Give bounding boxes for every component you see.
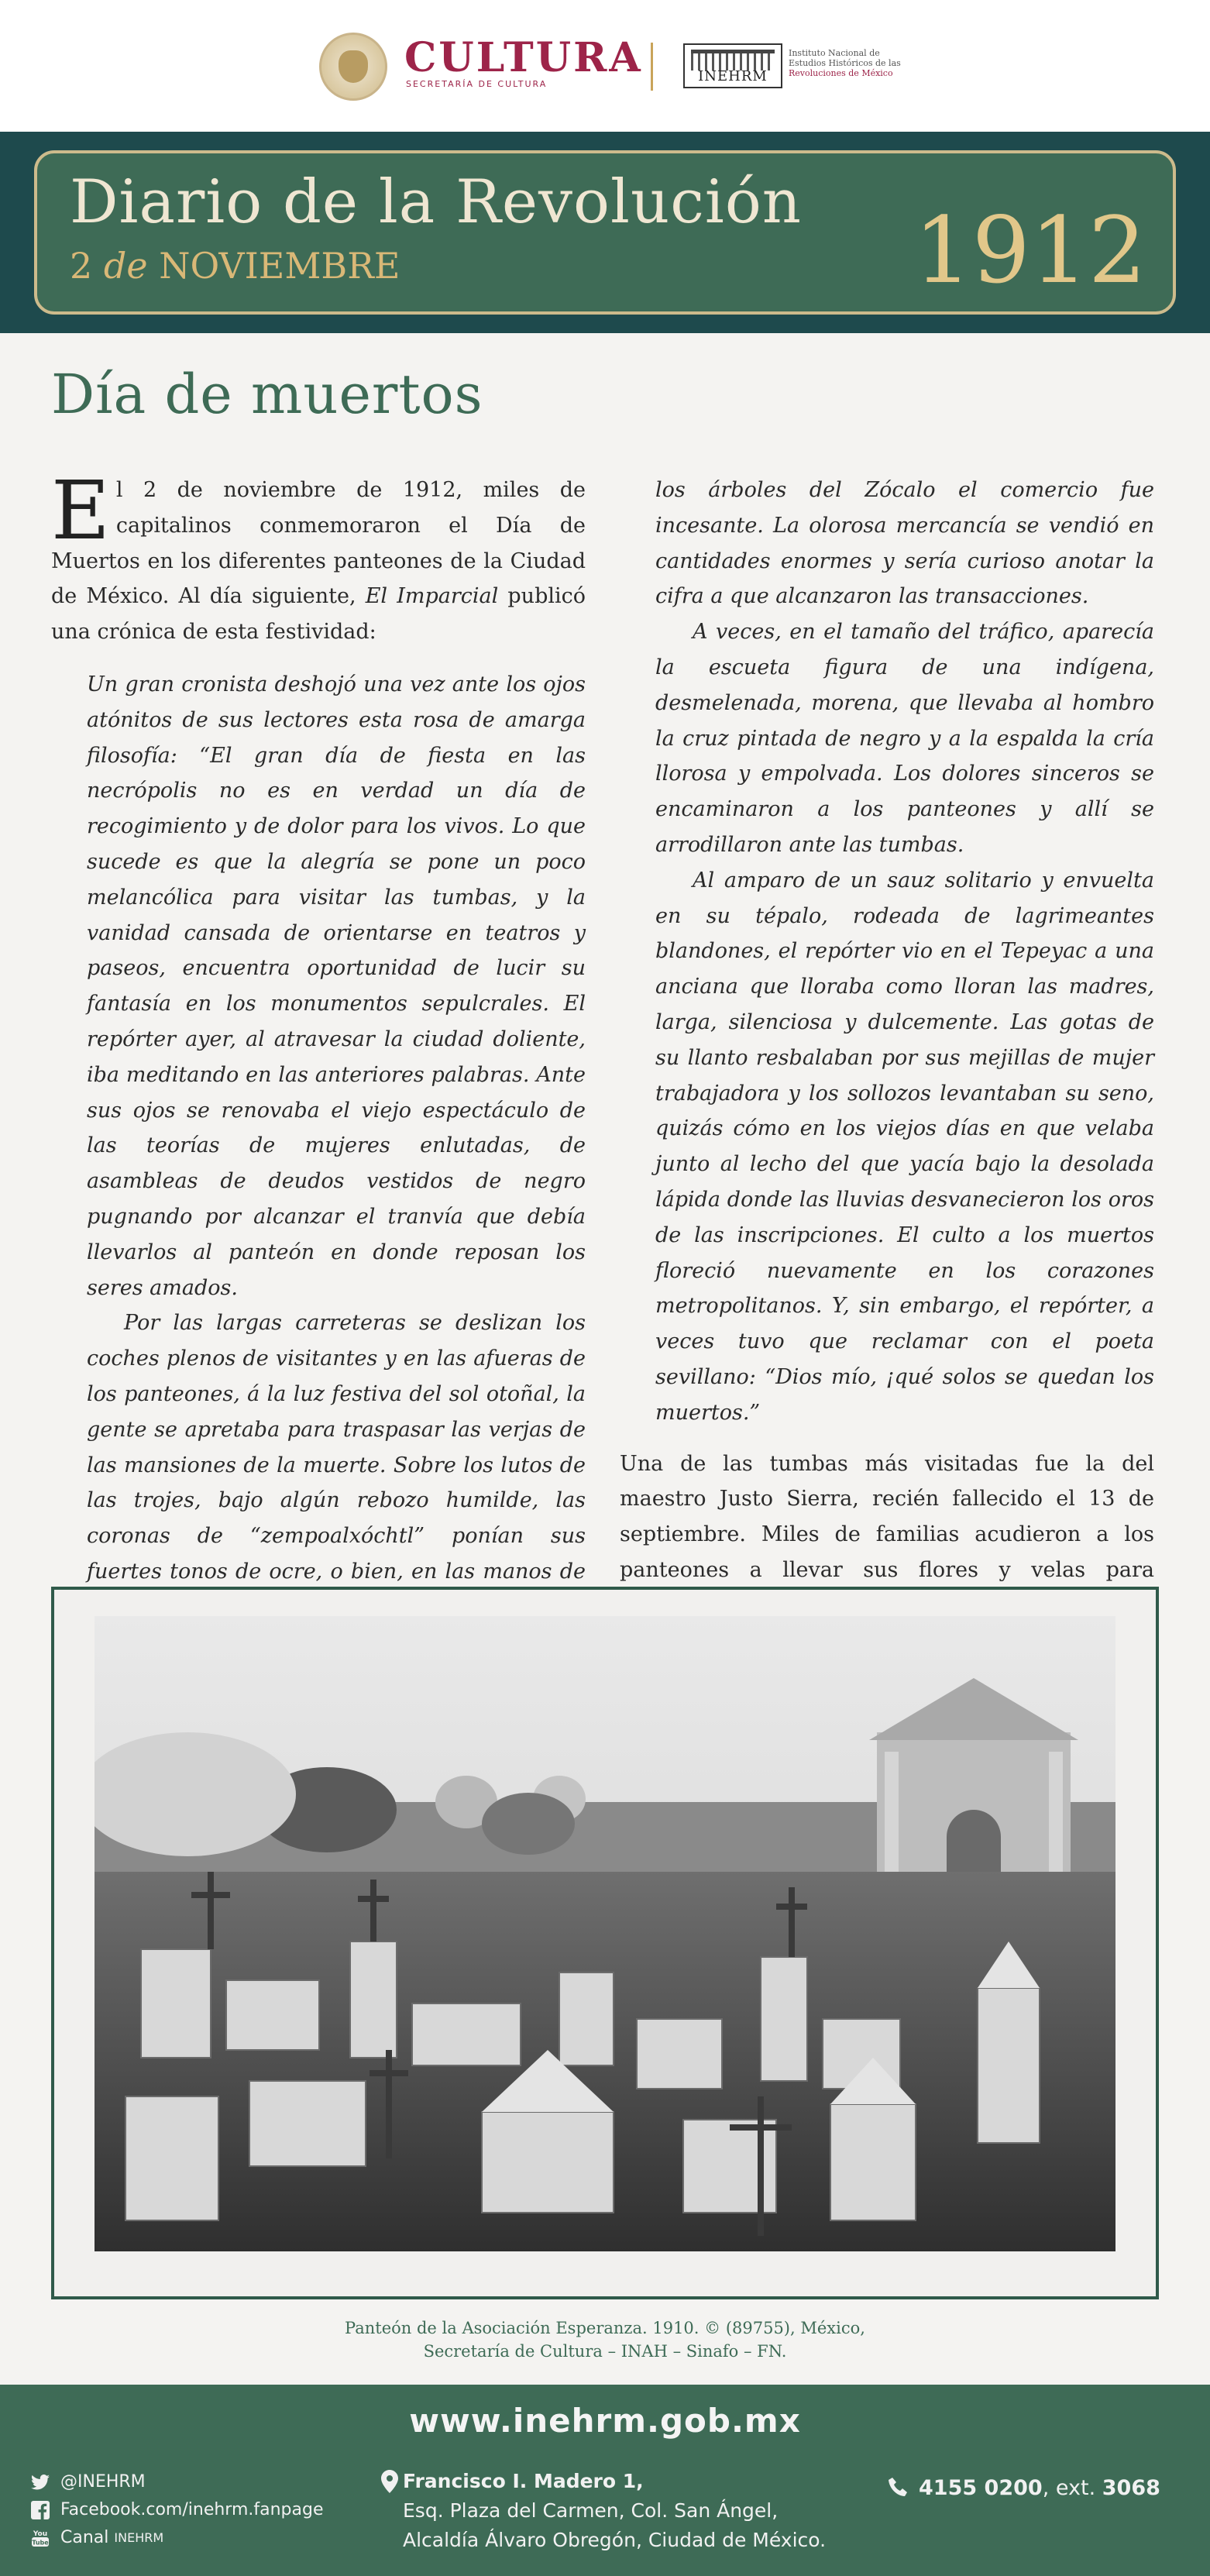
youtube-icon [31, 2529, 50, 2547]
closing-paragraph: Una de las tumbas más visitadas fue la del maestro Justo Sierra, recién fallecido el 13 de septiembre. Miles de familias acudieron a los panteones a llevar sus flores y velas para [620, 1451, 1154, 1582]
quote-paragraph-1: Un gran cronista deshojó una vez ante los ojos atónitos de sus lectores esta rosa de amarga filosofía: “El gran día de fiesta en las necrópolis no es en verdad un día de recogimiento y de dolor para los vivos. Lo que sucede es que la alegría se pone un poco melancólica para visitar las tumbas, y la vanidad cansada de orientarse en teatros y paseos, encuentra oportunidad de lucir su fantasía en los monumentos sepulcrales. El repórter ayer, al atravesar la ciudad doliente, iba meditando en las anteriores palabras. Ante sus ojos se renovaba el viejo espectáculo de las teorías de mujeres enlutadas, de asambleas de deudos vestidos de negro pugnando por alcanzar el tranvía que debía llevarlos al panteón en donde reposan los seres amados. [87, 672, 586, 1300]
phone-ext: 3068 [1102, 2476, 1160, 2500]
building-icon [691, 50, 775, 71]
inehrm-desc-line-2: Estudios Históricos de las [789, 58, 901, 68]
photo-frame [51, 1587, 1159, 2299]
cultura-logo-text: CULTURA [404, 34, 643, 81]
website-link[interactable]: www.inehrm.gob.mx [409, 2402, 801, 2440]
address-line-3: Alcaldía Álvaro Obregón, Ciudad de México. [403, 2529, 827, 2551]
inehrm-logo [683, 43, 782, 88]
social-links [31, 2468, 324, 2552]
address-street: Francisco I. Madero 1, [403, 2470, 644, 2492]
quote-paragraph-2: Por las largas carreteras se deslizan los coches plenos de visitantes y en las afueras de los panteones, á la luz festiva del sol otoñal, la gente se apretaba para traspasar las verjas de las mansiones de la muerte. Sobre los lutos de las trojes, bajo algún rebozo humilde, las coronas de “zempoalxóchtl” ponían sus fuertes tonos de ocre, o bien, en las manos de [87, 1311, 586, 1584]
inehrm-desc-line-1: Instituto Nacional de [789, 48, 880, 58]
phone-icon [888, 2476, 909, 2499]
footer [0, 2385, 1210, 2576]
inehrm-logo-text: INEHRM [698, 68, 768, 84]
date-de: de [103, 245, 148, 287]
cemetery-photo [95, 1616, 1115, 2251]
logo-divider [651, 43, 653, 91]
article-intro [51, 463, 586, 650]
phone-number: 4155 0200 [919, 2476, 1043, 2500]
twitter-link[interactable] [31, 2468, 324, 2496]
address [403, 2467, 826, 2555]
quote-paragraph-2-continued: los árboles del Zócalo el comercio fue incesante. La olorosa mercancía se vendió en cantidades enormes y sería curioso anotar la cifra a que alcanzaron las transacciones. [655, 478, 1154, 609]
date-month: NOVIEMBRE [159, 245, 400, 287]
article-column-right [620, 473, 1154, 1659]
phone[interactable] [919, 2476, 1160, 2500]
photo-caption [0, 2316, 1210, 2363]
facebook-link[interactable] [31, 2496, 324, 2524]
caption-line-2: Secretaría de Cultura – INAH – Sinafo – FN. [423, 2342, 787, 2361]
inehrm-desc-line-3: Revoluciones de México [789, 68, 893, 78]
inehrm-logo-description [789, 48, 920, 78]
svg-text:You: You [33, 2530, 48, 2538]
newspaper-name: El Imparcial [365, 584, 499, 609]
intro-text: l 2 de noviembre de 1912, miles de capitalinos conmemoraron el Día de Muertos en los diferentes panteones de la Ciudad de México. Al día siguiente, [51, 478, 586, 609]
article-title: Día de muertos [51, 363, 483, 426]
header-year: 1912 [913, 197, 1146, 304]
svg-text:Tube: Tube [32, 2539, 49, 2547]
caption-line-1: Panteón de la Asociación Esperanza. 1910. © (89755), México, [345, 2319, 865, 2337]
quote-paragraph-3: A veces, en el tamaño del tráfico, aparecía la escueta figura de una indígena, desmelenada, morena, que llevaba al hombro la cruz pintada de negro y a la espalda la cría llorosa y empolvada. Los dolores sinceros se encaminaron a los panteones y allí se arrodillaron ante las tumbas. [655, 620, 1154, 857]
intro-end: publicó una crónica de esta festividad: [51, 584, 586, 645]
location-pin-icon [381, 2470, 398, 2493]
facebook-url: Facebook.com/inehrm.fanpage [60, 2500, 324, 2519]
header-date [70, 245, 400, 287]
phone-ext-label: , ext. [1042, 2476, 1096, 2500]
youtube-link[interactable] [31, 2524, 324, 2552]
date-day: 2 [70, 245, 93, 287]
dropcap: E [51, 463, 110, 558]
twitter-handle: @INEHRM [60, 2472, 146, 2492]
article-column-left [51, 463, 586, 1732]
quote-paragraph-4: Al amparo de un sauz solitario y envuelta en su tépalo, rodeada de lagrimeantes blandones, el repórter vio en el Tepeyac a una anciana que lloraba como lloran las madres, larga, silenciosa y dulcemente. Las gotas de su llanto resbalaban por sus mejillas de mujer trabajadora y los sollozos levantaban su seno, quizás cómo en los viejos días en que velaba junto al lecho del que yacía bajo la desolada lápida donde las lluvias desvanecieron los oros de las inscripciones. El culto a los muertos floreció nuevamente en los corazones metropolitanos. Y, sin embargo, el repórter, a veces tuvo que reclamar con el poeta sevillano: “Dios mío, ¡qué solos se quedan los muertos.” [655, 868, 1154, 1425]
youtube-label: Canal [60, 2528, 109, 2547]
youtube-channel: INEHRM [114, 2530, 164, 2545]
cultura-logo-subtitle: SECRETARÍA DE CULTURA [406, 79, 548, 89]
logo-bar [0, 0, 1210, 132]
header-card [34, 150, 1176, 315]
twitter-icon [31, 2473, 50, 2492]
facebook-icon [31, 2501, 50, 2519]
page-title: Diario de la Revolución [70, 167, 803, 237]
header-band [0, 132, 1210, 333]
address-line-2: Esq. Plaza del Carmen, Col. San Ángel, [403, 2499, 779, 2522]
mexico-seal-logo [319, 33, 387, 101]
